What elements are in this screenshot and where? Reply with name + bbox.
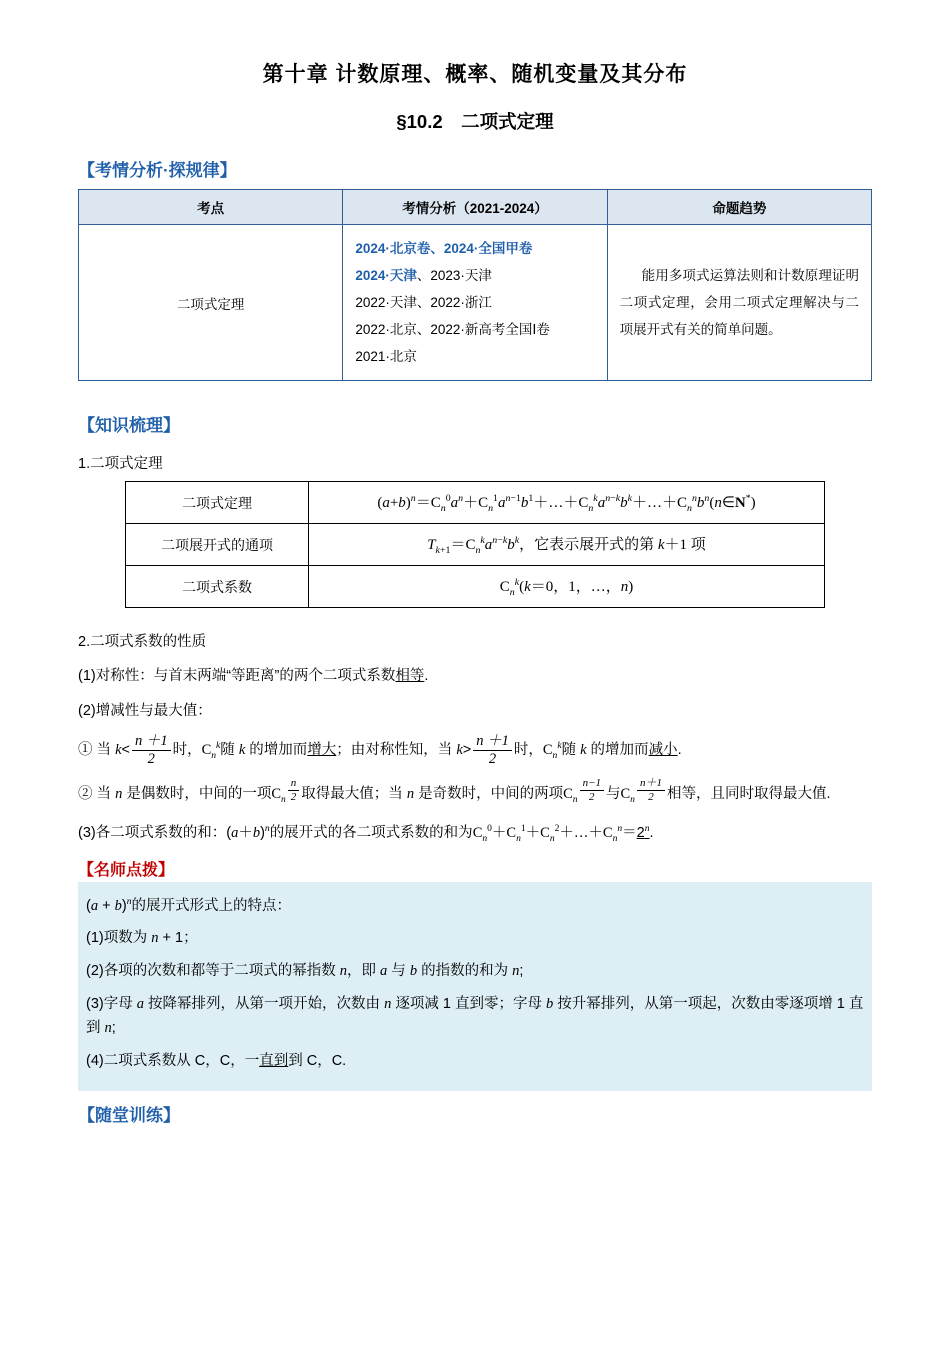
table-row xyxy=(126,524,825,566)
analysis-line-5: 2021·北京 xyxy=(355,349,417,364)
analysis-line-1: 2024·北京卷、2024·全国甲卷 xyxy=(355,241,533,256)
teacher-tip-box xyxy=(78,882,872,1092)
property-monotonic-line1: ① 当 k< $\frac{n +1}{2}$ 时，$C_n^k$随 k 的增加而增大；由对称性知，当 k> $\frac{n +1}{2}$ 时，$C_n^k$随 k 的增加而减小. xyxy=(78,733,682,767)
fraction-n-plus-1-over-2-b: $\frac{n +1}{2}$ xyxy=(473,733,512,767)
row-label-binomial-coefficient: 二项式系数 xyxy=(126,566,309,608)
property-sum: (3)各二项式系数的和：$(a+b)^n$的展开式的各二项式系数的和为$C_n^0+C_n^1+C_n^2+\dots+C_n^n=2^n$. xyxy=(78,823,654,844)
underline-until: 直到 xyxy=(259,1052,289,1069)
tip-line-3: (3)字母 a 按降幂排列，从第一项开始，次数由 n 逐项减 1 直到零；字母 b 按升幂排列，从第一项起，次数由零逐项增 1 直到 n; xyxy=(86,995,864,1037)
analysis-line-3: 2022·天津、2022·浙江 xyxy=(355,295,492,310)
col-header-kaodian: 考点 xyxy=(79,190,343,225)
chapter-title: 第十章 计数原理、概率、随机变量及其分布 xyxy=(262,63,688,86)
teacher-tip-heading: 【名师点拨】 xyxy=(78,861,175,879)
analysis-line-2 xyxy=(355,262,594,289)
knowledge-table xyxy=(125,481,825,608)
row-formula-binomial-coefficient: $C_n^k(k=0$，1，…，n) xyxy=(309,566,825,608)
training-heading: 【随堂训练】 xyxy=(78,1106,180,1126)
section-title: §10.2 二项式定理 xyxy=(396,111,554,132)
knowledge-item1-label: 1.二项式定理 xyxy=(78,456,163,472)
table-row xyxy=(126,566,825,608)
property-monotonic-label: (2)增减性与最大值： xyxy=(78,702,212,719)
table-row xyxy=(126,482,825,524)
property-symmetry: (1)对称性：与首末两端“等距离”的两个二项式系数相等. xyxy=(78,668,429,685)
col-header-analysis: 考情分析（2021-2024） xyxy=(343,190,607,225)
tip-intro: $(a + b)^n$的展开式形式上的特点： xyxy=(86,895,291,914)
tip-line-4: (4)二项式系数从 C，C，一直到到 C，C. xyxy=(86,1052,347,1069)
analysis-line-4: 2022·北京、2022·新高考全国Ⅰ卷 xyxy=(355,322,550,337)
table-header-row xyxy=(79,190,872,225)
table-row xyxy=(79,225,872,381)
underline-increase: 增大 xyxy=(307,742,337,759)
analysis-line-2-rest: 、2023·天津 xyxy=(416,268,492,283)
property-symmetry-underline: 相等 xyxy=(395,668,425,685)
analysis-line-2-highlight: 2024·天津 xyxy=(355,268,417,283)
row-label-general-term: 二项展开式的通项 xyxy=(126,524,309,566)
cell-analysis xyxy=(343,225,607,381)
underline-sum-value: 2$^n$ xyxy=(636,823,650,841)
row-label-binomial-theorem: 二项式定理 xyxy=(126,482,309,524)
tip-line-2: (2)各项的次数和都等于二项式的幂指数 n，即 a 与 b 的指数的和为 n; xyxy=(86,962,524,979)
row-formula-binomial-theorem: $(a+b)^n=C_n^0a^n+C_n^1a^{n-1}b^1+\dots+C_n^ka^{n-k}b^k+\dots+C_n^nb^n(n\in N^*)$ xyxy=(309,482,825,524)
document-page xyxy=(0,58,950,1348)
knowledge-item2-label: 2.二项式系数的性质 xyxy=(78,634,207,650)
property-monotonic-line2: ② 当 n 是偶数时，中间的一项$C_n$ $^{\frac{n}{2}}$ 取得最大值；当 n 是奇数时，中间的两项$C_n$ $^{\frac{n-1}{2}}$ 与$C_n$ $^{\frac{n+1}{2}}$ 相等，且同时取得最大值. xyxy=(78,776,831,806)
tip-line-1: (1)项数为 n + 1； xyxy=(86,930,198,947)
underline-decrease: 减小 xyxy=(648,742,678,759)
cell-kaodian: 二项式定理 xyxy=(79,225,343,381)
cell-trend: 能用多项式运算法则和计数原理证明二项式定理，会用二项式定理解决与二项展开式有关的简单问题。 xyxy=(607,225,871,381)
row-formula-general-term: $T_{k+1}=C_n^ka^{n-k}b^k$，它表示展开式的第 k＋1 项 xyxy=(309,524,825,566)
col-header-trend: 命题趋势 xyxy=(607,190,871,225)
knowledge-heading: 【知识梳理】 xyxy=(78,416,180,435)
exam-analysis-heading: 【考情分析·探规律】 xyxy=(78,161,237,180)
fraction-n-plus-1-over-2: $\frac{n +1}{2}$ xyxy=(132,733,171,767)
exam-analysis-table xyxy=(78,189,872,381)
